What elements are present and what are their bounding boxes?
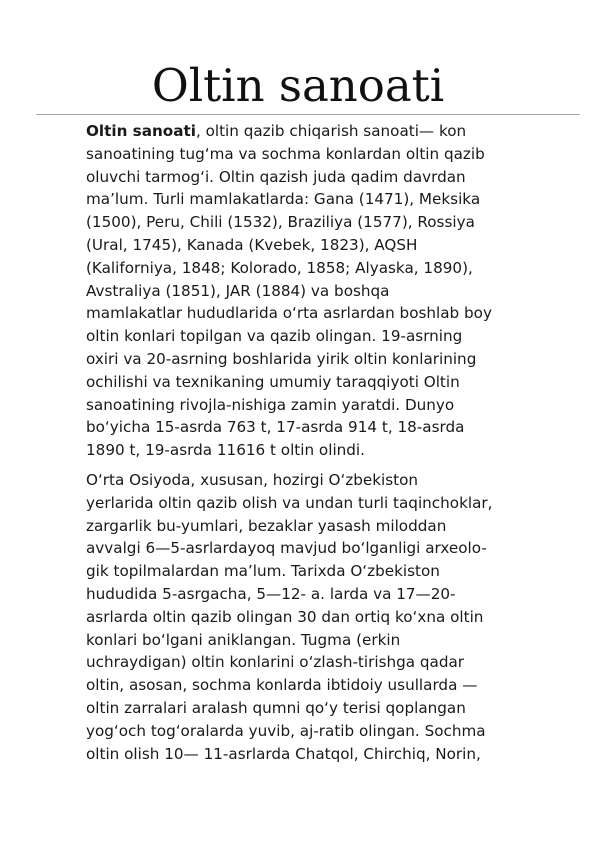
text-line: oltin zarralari aralash qumni qo‘y terisi qoplangan (86, 698, 466, 717)
text-line: oxiri va 20-asrning boshlarida yirik oltin konlarining (86, 349, 477, 368)
text-line: bo‘yicha 15-asrda 763 t, 17-asrda 914 t, 18-asrda (86, 418, 465, 437)
text-line: Avstraliya (1851), JAR (1884) va boshqa (86, 281, 390, 300)
text-line: gik topilmalardan ma’lum. Tarixda O‘zbekiston (86, 562, 440, 581)
text-line: O‘rta Osiyoda, xususan, hozirgi O‘zbekiston (86, 470, 419, 489)
text-line: asrlarda oltin qazib olingan 30 dan ortiq ko‘xna oltin (86, 607, 484, 626)
text-line: hududida 5-asrgacha, 5—12- a. larda va 17—20- (86, 584, 456, 603)
page-title: Oltin sanoati (151, 59, 445, 112)
text-line: (Kaliforniya, 1848; Kolorado, 1858; Alyaska, 1890), (86, 258, 473, 277)
article-body (86, 120, 556, 772)
text-line-fragment: , oltin qazib chiqarish sanoati— kon (195, 122, 467, 140)
text-line: oltin konlari topilgan va qazib olingan. 19-asrning (86, 327, 463, 346)
title-divider (36, 114, 580, 115)
text-line: zargarlik bu-yumlari, bezaklar yasash miloddan (86, 516, 447, 535)
text-line: sanoatining rivojla-nishiga zamin yaratdi. Dunyo (86, 395, 455, 414)
paragraph-intro (86, 120, 556, 462)
text-line: yerlarida oltin qazib olish va undan turli taqinchoklar, (86, 493, 493, 512)
text-line: sanoatining tug‘ma va sochma konlardan oltin qazib (86, 144, 485, 163)
text-line: yog‘och tog‘oralarda yuvib, aj-ratib olingan. Sochma (86, 721, 486, 740)
article-term: Oltin sanoati (86, 122, 196, 140)
text-line: uchraydigan) oltin konlarini o‘zlash-tirishga qadar (86, 653, 465, 672)
text-line: konlari bo‘lgani aniklangan. Tugma (erkin (86, 630, 401, 649)
text-line: oltin, asosan, sochma konlarda ibtidoiy usullarda — (86, 676, 478, 695)
paragraph-central-asia (86, 469, 556, 765)
text-line: oluvchi tarmog‘i. Oltin qazish juda qadim davrdan (86, 167, 466, 186)
text-line: ochilishi va texnikaning umumiy taraqqiyoti Oltin (86, 372, 460, 391)
text-line: 1890 t, 19-asrda 11616 t oltin olindi. (86, 441, 365, 460)
text-line: ma’lum. Turli mamlakatlarda: Gana (1471), Meksika (86, 190, 481, 209)
text-line: avvalgi 6—5-asrlardayoq mavjud bo‘lganligi arxeolo- (86, 539, 487, 558)
text-line: (1500), Peru, Chili (1532), Braziliya (1577), Rossiya (86, 213, 475, 232)
text-line: oltin olish 10— 11-asrlarda Chatqol, Chirchiq, Norin, (86, 744, 481, 763)
text-line: (Ural, 1745), Kanada (Kvebek, 1823), AQSH (86, 235, 418, 254)
text-line (86, 120, 556, 143)
text-line: mamlakatlar hududlarida o‘rta asrlardan boshlab boy (86, 304, 492, 323)
